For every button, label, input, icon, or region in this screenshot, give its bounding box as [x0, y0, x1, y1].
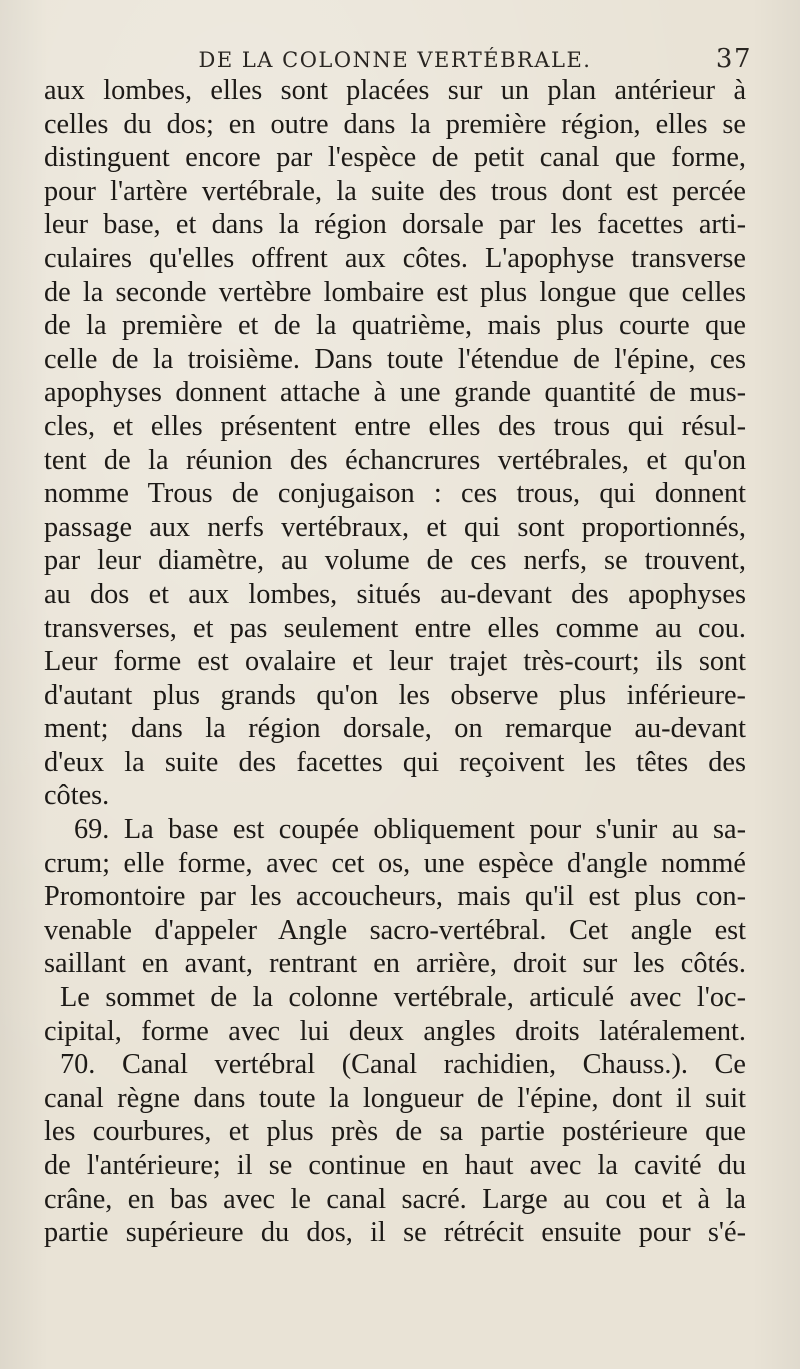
- text-line: Leur forme est ovalaire et leur trajet très-court; ils sont: [44, 646, 746, 678]
- text-line: Promontoire par les accoucheurs, mais qu'il est plus con-: [44, 881, 746, 913]
- text-line: crum; elle forme, avec cet os, une espèce d'angle nommé: [44, 847, 746, 879]
- page-number: 37: [715, 44, 752, 74]
- text-line-with-term: nomme Trous de conjugaison : ces trous, qui donnent: [44, 478, 746, 510]
- text-line: d'eux la suite des facettes qui reçoivent les têtes des: [44, 746, 746, 778]
- text-line: celle de la troisième. Dans toute l'étendue de l'épine, ces: [44, 343, 746, 375]
- text-line: Le sommet de la colonne vertébrale, articulé avec l'oc-: [60, 982, 746, 1014]
- text-line: canal règne dans toute la longueur de l'épine, dont il suit: [44, 1082, 746, 1114]
- text-line: cles, et elles présentent entre elles des trous qui résul-: [44, 410, 746, 442]
- text-line: apophyses donnent attache à une grande quantité de mus-: [44, 377, 746, 409]
- text-line: partie supérieure du dos, il se rétrécit ensuite pour s'é-: [44, 1217, 746, 1249]
- body-text: [44, 74, 746, 1250]
- text-line: tent de la réunion des échancrures vertébrales, et qu'on: [44, 444, 746, 476]
- text-line: côtes.: [44, 780, 110, 812]
- text-line: de la seconde vertèbre lombaire est plus longue que celles: [44, 276, 746, 308]
- text-line: cipital, forme avec lui deux angles droits latéralement.: [44, 1015, 746, 1047]
- text-line: pour l'artère vertébrale, la suite des trous dont est percée: [44, 175, 746, 207]
- text-line: leur base, et dans la région dorsale par les facettes arti-: [44, 209, 746, 241]
- text-line: venable d'appeler Angle sacro-vertébral. Cet angle est: [44, 914, 746, 946]
- text-line: aux lombes, elles sont placées sur un plan antérieur à: [44, 75, 746, 106]
- text-line: celles du dos; en outre dans la première région, elles se: [44, 108, 746, 140]
- running-head-title: DE LA COLONNE VERTÉBRALE.: [198, 48, 592, 72]
- text-line: passage aux nerfs vertébraux, et qui sont proportionnés,: [44, 511, 746, 543]
- paragraph-69-first-line: 69. La base est coupée obliquement pour s'unir au sa-: [74, 814, 746, 846]
- text-line: crâne, en bas avec le canal sacré. Large au cou et à la: [44, 1183, 746, 1215]
- running-head: [44, 28, 752, 74]
- text-line: culaires qu'elles offrent aux côtes. L'apophyse transverse: [44, 242, 746, 274]
- text-line: saillant en avant, rentrant en arrière, droit sur les côtés.: [44, 948, 746, 980]
- text-line: de la première et de la quatrième, mais plus courte que: [44, 310, 746, 342]
- paragraph-70-first-line: 70. Canal vertébral (Canal rachidien, Chauss.). Ce: [60, 1049, 746, 1081]
- text-line: par leur diamètre, au volume de ces nerfs, se trouvent,: [44, 545, 746, 577]
- text-line: les courbures, et plus près de sa partie postérieure que: [44, 1116, 746, 1148]
- text-line: de l'antérieure; il se continue en haut avec la cavité du: [44, 1150, 746, 1181]
- text-line: distinguent encore par l'espèce de petit canal que forme,: [44, 142, 746, 174]
- text-line: d'autant plus grands qu'on les observe plus inférieure-: [44, 679, 746, 711]
- text-line: au dos et aux lombes, situés au-devant des apophyses: [44, 578, 746, 610]
- text-line: transverses, et pas seulement entre elles comme au cou.: [44, 612, 746, 644]
- text-line: ment; dans la région dorsale, on remarque au-devant: [44, 713, 746, 745]
